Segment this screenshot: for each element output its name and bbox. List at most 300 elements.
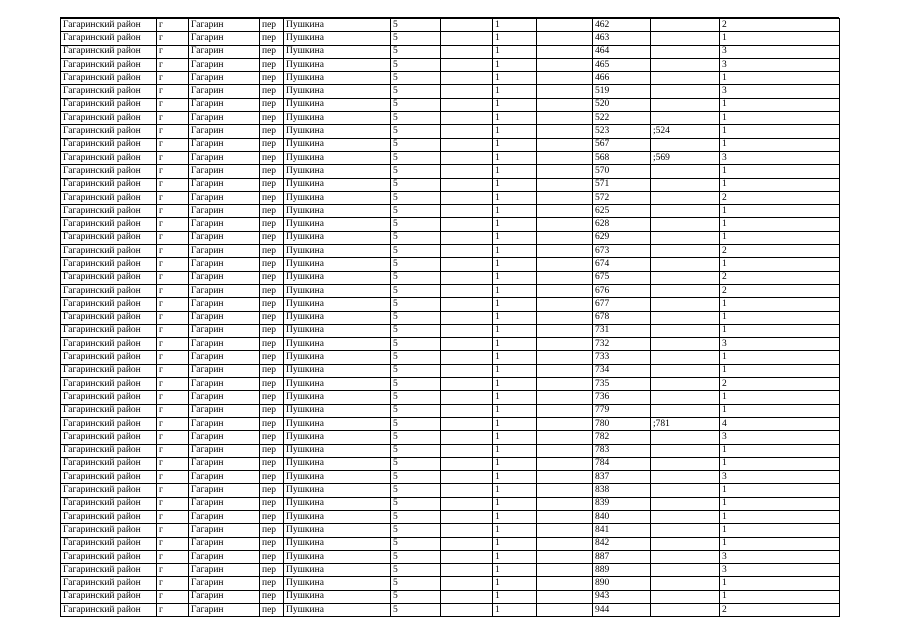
cell-section: 1 [493, 564, 537, 577]
cell-plot-number: 733 [593, 351, 651, 364]
table-row [61, 271, 840, 284]
cell-plot-number: 465 [593, 58, 651, 71]
cell-building [441, 19, 493, 32]
cell-plot-number: 837 [593, 471, 651, 484]
cell-section: 1 [493, 378, 537, 391]
cell-house: 5 [391, 338, 441, 351]
cell-district: Гагаринский район [61, 178, 157, 191]
cell-street: Пушкина [284, 98, 391, 111]
cell-house: 5 [391, 364, 441, 377]
cell-building [441, 590, 493, 603]
cell-plot-extra [651, 19, 720, 32]
cell-section: 1 [493, 112, 537, 125]
cell-apartment [537, 510, 593, 523]
cell-house: 5 [391, 178, 441, 191]
cell-house: 5 [391, 471, 441, 484]
table-row [61, 72, 840, 85]
cell-locality: Гагарин [189, 32, 260, 45]
cell-building [441, 364, 493, 377]
cell-street: Пушкина [284, 391, 391, 404]
cell-plot-extra [651, 271, 720, 284]
cell-locality-type: г [157, 231, 189, 244]
cell-plot-extra [651, 338, 720, 351]
cell-count: 2 [720, 19, 840, 32]
cell-section: 1 [493, 298, 537, 311]
cell-street-type: пер [260, 85, 284, 98]
cell-street: Пушкина [284, 471, 391, 484]
cell-section: 1 [493, 138, 537, 151]
cell-locality: Гагарин [189, 125, 260, 138]
table-row [61, 564, 840, 577]
cell-district: Гагаринский район [61, 258, 157, 271]
cell-section: 1 [493, 191, 537, 204]
cell-locality: Гагарин [189, 205, 260, 218]
cell-locality: Гагарин [189, 550, 260, 563]
cell-building [441, 391, 493, 404]
cell-building [441, 112, 493, 125]
table-row [61, 284, 840, 297]
cell-count: 3 [720, 564, 840, 577]
cell-section: 1 [493, 364, 537, 377]
cell-plot-number: 784 [593, 457, 651, 470]
cell-street-type: пер [260, 258, 284, 271]
cell-plot-number: 840 [593, 510, 651, 523]
cell-section: 1 [493, 497, 537, 510]
cell-section: 1 [493, 524, 537, 537]
table-row [61, 45, 840, 58]
cell-street: Пушкина [284, 72, 391, 85]
cell-house: 5 [391, 391, 441, 404]
cell-street-type: пер [260, 378, 284, 391]
cell-street: Пушкина [284, 58, 391, 71]
cell-section: 1 [493, 245, 537, 258]
cell-count: 1 [720, 72, 840, 85]
cell-house: 5 [391, 191, 441, 204]
cell-street: Пушкина [284, 417, 391, 430]
cell-locality-type: г [157, 178, 189, 191]
cell-section: 1 [493, 431, 537, 444]
cell-plot-number: 462 [593, 19, 651, 32]
cell-building [441, 218, 493, 231]
table-row [61, 324, 840, 337]
cell-plot-number: 736 [593, 391, 651, 404]
cell-street: Пушкина [284, 457, 391, 470]
cell-plot-extra [651, 324, 720, 337]
cell-locality-type: г [157, 444, 189, 457]
cell-district: Гагаринский район [61, 205, 157, 218]
cell-street: Пушкина [284, 245, 391, 258]
cell-apartment [537, 245, 593, 258]
cell-district: Гагаринский район [61, 457, 157, 470]
cell-street-type: пер [260, 245, 284, 258]
cell-district: Гагаринский район [61, 550, 157, 563]
cell-plot-extra [651, 431, 720, 444]
cell-plot-extra [651, 537, 720, 550]
cell-plot-number: 520 [593, 98, 651, 111]
cell-section: 1 [493, 58, 537, 71]
cell-building [441, 45, 493, 58]
table-row [61, 245, 840, 258]
cell-street: Пушкина [284, 351, 391, 364]
cell-count: 1 [720, 510, 840, 523]
cell-locality: Гагарин [189, 85, 260, 98]
table-row [61, 311, 840, 324]
cell-street-type: пер [260, 324, 284, 337]
cell-apartment [537, 457, 593, 470]
cell-street-type: пер [260, 45, 284, 58]
cell-locality-type: г [157, 324, 189, 337]
cell-district: Гагаринский район [61, 311, 157, 324]
cell-apartment [537, 231, 593, 244]
cell-street-type: пер [260, 590, 284, 603]
cell-building [441, 245, 493, 258]
cell-section: 1 [493, 284, 537, 297]
cell-building [441, 151, 493, 164]
cell-plot-number: 842 [593, 537, 651, 550]
cell-locality: Гагарин [189, 298, 260, 311]
cell-house: 5 [391, 510, 441, 523]
cell-section: 1 [493, 324, 537, 337]
cell-section: 1 [493, 338, 537, 351]
cell-street: Пушкина [284, 298, 391, 311]
table-row [61, 298, 840, 311]
cell-district: Гагаринский район [61, 564, 157, 577]
cell-locality-type: г [157, 258, 189, 271]
cell-building [441, 338, 493, 351]
cell-locality: Гагарин [189, 577, 260, 590]
cell-district: Гагаринский район [61, 324, 157, 337]
cell-street: Пушкина [284, 550, 391, 563]
cell-apartment [537, 471, 593, 484]
cell-building [441, 577, 493, 590]
cell-house: 5 [391, 45, 441, 58]
cell-street: Пушкина [284, 271, 391, 284]
cell-building [441, 205, 493, 218]
table-row [61, 457, 840, 470]
cell-plot-number: 889 [593, 564, 651, 577]
cell-count: 1 [720, 32, 840, 45]
cell-count: 1 [720, 457, 840, 470]
cell-street-type: пер [260, 32, 284, 45]
cell-house: 5 [391, 165, 441, 178]
cell-plot-number: 674 [593, 258, 651, 271]
cell-district: Гагаринский район [61, 231, 157, 244]
cell-plot-extra [651, 311, 720, 324]
cell-apartment [537, 165, 593, 178]
cell-building [441, 444, 493, 457]
cell-house: 5 [391, 72, 441, 85]
cell-district: Гагаринский район [61, 218, 157, 231]
cell-count: 1 [720, 112, 840, 125]
cell-plot-number: 780 [593, 417, 651, 430]
cell-street: Пушкина [284, 324, 391, 337]
table-row [61, 417, 840, 430]
table-row [61, 85, 840, 98]
cell-count: 1 [720, 537, 840, 550]
cell-street-type: пер [260, 112, 284, 125]
cell-street-type: пер [260, 351, 284, 364]
cell-apartment [537, 98, 593, 111]
cell-count: 1 [720, 231, 840, 244]
cell-count: 3 [720, 338, 840, 351]
cell-district: Гагаринский район [61, 364, 157, 377]
cell-plot-extra [651, 590, 720, 603]
cell-plot-extra [651, 550, 720, 563]
cell-house: 5 [391, 19, 441, 32]
cell-locality-type: г [157, 45, 189, 58]
cell-street: Пушкина [284, 510, 391, 523]
cell-locality: Гагарин [189, 112, 260, 125]
cell-locality: Гагарин [189, 245, 260, 258]
cell-building [441, 431, 493, 444]
cell-count: 3 [720, 85, 840, 98]
cell-locality-type: г [157, 298, 189, 311]
cell-apartment [537, 378, 593, 391]
cell-street: Пушкина [284, 484, 391, 497]
cell-house: 5 [391, 85, 441, 98]
cell-apartment [537, 205, 593, 218]
cell-plot-number: 779 [593, 404, 651, 417]
cell-count: 3 [720, 471, 840, 484]
cell-plot-extra [651, 231, 720, 244]
cell-street-type: пер [260, 577, 284, 590]
cell-apartment [537, 324, 593, 337]
cell-locality-type: г [157, 72, 189, 85]
table-body [61, 19, 840, 617]
cell-street-type: пер [260, 58, 284, 71]
cell-apartment [537, 271, 593, 284]
table-row [61, 431, 840, 444]
cell-apartment [537, 178, 593, 191]
cell-house: 5 [391, 245, 441, 258]
cell-plot-extra [651, 577, 720, 590]
table-row [61, 510, 840, 523]
cell-locality: Гагарин [189, 391, 260, 404]
cell-plot-number: 944 [593, 604, 651, 617]
cell-district: Гагаринский район [61, 417, 157, 430]
cell-plot-extra [651, 205, 720, 218]
cell-building [441, 471, 493, 484]
cell-count: 1 [720, 364, 840, 377]
cell-street: Пушкина [284, 524, 391, 537]
cell-district: Гагаринский район [61, 19, 157, 32]
cell-house: 5 [391, 138, 441, 151]
cell-locality: Гагарин [189, 58, 260, 71]
cell-building [441, 298, 493, 311]
cell-plot-number: 735 [593, 378, 651, 391]
cell-house: 5 [391, 231, 441, 244]
cell-apartment [537, 258, 593, 271]
cell-locality-type: г [157, 271, 189, 284]
cell-locality: Гагарин [189, 364, 260, 377]
cell-district: Гагаринский район [61, 604, 157, 617]
cell-apartment [537, 604, 593, 617]
cell-plot-number: 734 [593, 364, 651, 377]
cell-count: 1 [720, 205, 840, 218]
cell-building [441, 417, 493, 430]
table-row [61, 590, 840, 603]
cell-plot-number: 568 [593, 151, 651, 164]
cell-count: 3 [720, 45, 840, 58]
cell-building [441, 524, 493, 537]
cell-locality: Гагарин [189, 351, 260, 364]
cell-locality: Гагарин [189, 151, 260, 164]
cell-section: 1 [493, 72, 537, 85]
cell-street-type: пер [260, 404, 284, 417]
cell-locality-type: г [157, 604, 189, 617]
cell-street: Пушкина [284, 32, 391, 45]
cell-section: 1 [493, 550, 537, 563]
cell-house: 5 [391, 417, 441, 430]
cell-street-type: пер [260, 205, 284, 218]
cell-house: 5 [391, 32, 441, 45]
cell-plot-number: 463 [593, 32, 651, 45]
cell-locality-type: г [157, 58, 189, 71]
cell-locality: Гагарин [189, 564, 260, 577]
cell-apartment [537, 524, 593, 537]
cell-street-type: пер [260, 524, 284, 537]
cell-street: Пушкина [284, 444, 391, 457]
cell-apartment [537, 590, 593, 603]
cell-plot-extra [651, 391, 720, 404]
cell-apartment [537, 284, 593, 297]
cell-locality-type: г [157, 112, 189, 125]
cell-building [441, 324, 493, 337]
cell-plot-number: 783 [593, 444, 651, 457]
table-row [61, 444, 840, 457]
cell-locality-type: г [157, 245, 189, 258]
cell-locality-type: г [157, 151, 189, 164]
cell-district: Гагаринский район [61, 58, 157, 71]
cell-locality: Гагарин [189, 378, 260, 391]
cell-locality: Гагарин [189, 590, 260, 603]
cell-apartment [537, 19, 593, 32]
cell-building [441, 604, 493, 617]
cell-plot-number: 464 [593, 45, 651, 58]
cell-district: Гагаринский район [61, 191, 157, 204]
cell-district: Гагаринский район [61, 484, 157, 497]
table-row [61, 19, 840, 32]
cell-locality: Гагарин [189, 178, 260, 191]
cell-district: Гагаринский район [61, 471, 157, 484]
cell-plot-number: 838 [593, 484, 651, 497]
cell-street: Пушкина [284, 378, 391, 391]
cell-house: 5 [391, 351, 441, 364]
cell-locality: Гагарин [189, 497, 260, 510]
cell-plot-number: 732 [593, 338, 651, 351]
cell-plot-number: 839 [593, 497, 651, 510]
table-row [61, 138, 840, 151]
cell-locality-type: г [157, 311, 189, 324]
cell-apartment [537, 497, 593, 510]
cell-district: Гагаринский район [61, 590, 157, 603]
cell-count: 1 [720, 298, 840, 311]
cell-count: 1 [720, 484, 840, 497]
cell-district: Гагаринский район [61, 165, 157, 178]
cell-building [441, 510, 493, 523]
cell-plot-number: 943 [593, 590, 651, 603]
cell-district: Гагаринский район [61, 298, 157, 311]
cell-section: 1 [493, 45, 537, 58]
cell-locality: Гагарин [189, 271, 260, 284]
cell-house: 5 [391, 218, 441, 231]
cell-street-type: пер [260, 298, 284, 311]
cell-section: 1 [493, 577, 537, 590]
cell-district: Гагаринский район [61, 85, 157, 98]
cell-street-type: пер [260, 178, 284, 191]
cell-building [441, 98, 493, 111]
cell-plot-number: 567 [593, 138, 651, 151]
cell-street: Пушкина [284, 205, 391, 218]
cell-street: Пушкина [284, 258, 391, 271]
table-row [61, 604, 840, 617]
cell-locality: Гагарин [189, 484, 260, 497]
table-row [61, 550, 840, 563]
cell-building [441, 178, 493, 191]
cell-street: Пушкина [284, 151, 391, 164]
cell-section: 1 [493, 537, 537, 550]
cell-locality: Гагарин [189, 431, 260, 444]
table-row [61, 178, 840, 191]
cell-plot-number: 523 [593, 125, 651, 138]
cell-building [441, 125, 493, 138]
cell-count: 3 [720, 58, 840, 71]
cell-street: Пушкина [284, 590, 391, 603]
cell-house: 5 [391, 431, 441, 444]
cell-street-type: пер [260, 151, 284, 164]
cell-street-type: пер [260, 231, 284, 244]
cell-street: Пушкина [284, 311, 391, 324]
cell-plot-extra [651, 564, 720, 577]
cell-plot-extra [651, 284, 720, 297]
cell-locality-type: г [157, 338, 189, 351]
cell-count: 1 [720, 391, 840, 404]
cell-section: 1 [493, 391, 537, 404]
cell-count: 2 [720, 604, 840, 617]
cell-street-type: пер [260, 471, 284, 484]
cell-plot-extra [651, 218, 720, 231]
cell-apartment [537, 351, 593, 364]
cell-house: 5 [391, 457, 441, 470]
cell-count: 4 [720, 417, 840, 430]
cell-locality: Гагарин [189, 218, 260, 231]
cell-building [441, 378, 493, 391]
cell-plot-extra [651, 45, 720, 58]
cell-street: Пушкина [284, 577, 391, 590]
cell-locality-type: г [157, 524, 189, 537]
cell-district: Гагаринский район [61, 72, 157, 85]
cell-section: 1 [493, 258, 537, 271]
cell-section: 1 [493, 484, 537, 497]
cell-locality-type: г [157, 457, 189, 470]
cell-building [441, 191, 493, 204]
cell-house: 5 [391, 151, 441, 164]
cell-street-type: пер [260, 444, 284, 457]
cell-district: Гагаринский район [61, 98, 157, 111]
cell-house: 5 [391, 497, 441, 510]
cell-building [441, 72, 493, 85]
cell-locality: Гагарин [189, 417, 260, 430]
cell-plot-number: 675 [593, 271, 651, 284]
cell-house: 5 [391, 205, 441, 218]
cell-street-type: пер [260, 604, 284, 617]
cell-locality-type: г [157, 191, 189, 204]
cell-plot-extra [651, 178, 720, 191]
cell-district: Гагаринский район [61, 497, 157, 510]
cell-plot-extra: ;524 [651, 125, 720, 138]
cell-plot-number: 628 [593, 218, 651, 231]
cell-plot-number: 731 [593, 324, 651, 337]
